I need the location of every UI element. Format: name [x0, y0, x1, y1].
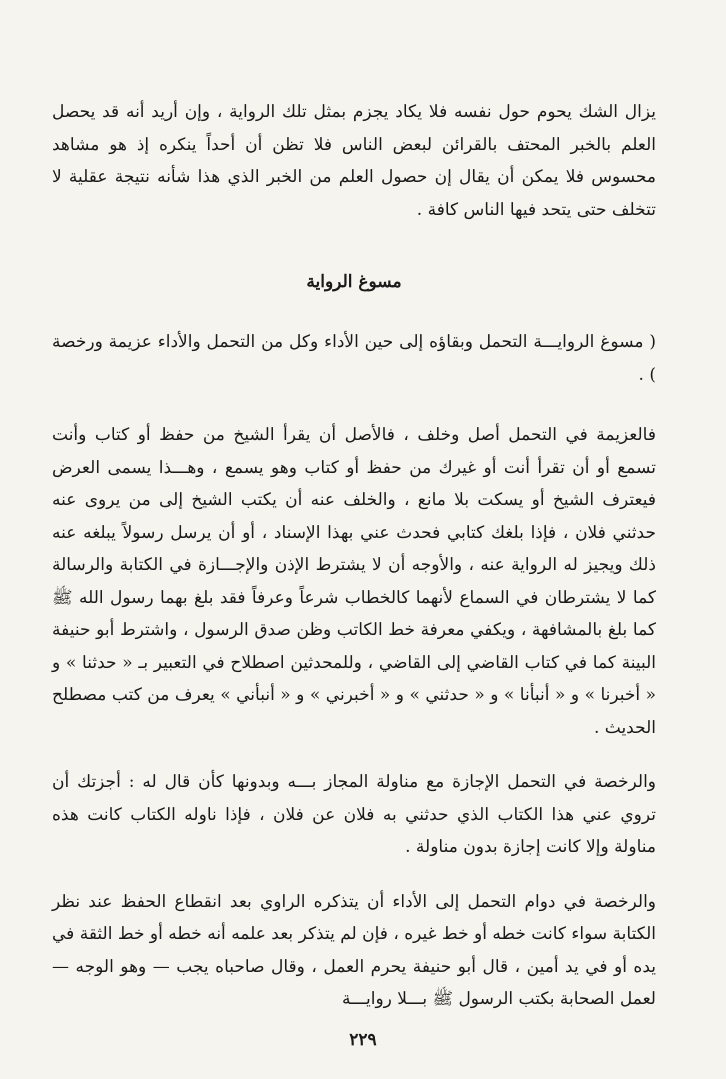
paragraph-rukhsa-dawam: والرخصة في دوام التحمل إلى الأداء أن يتذكره الراوي بعد انقطاع الحفظ عند نظر الكتابة سواء كانت خطه أو خط غيره ، فإن لم يتذكر بعد علمه أنه خطه أو خط الثقة في يده أو في يد أمين ، قال أبو حنيفة يحرم العمل ، وقال صاحباه يجب — وهو الوجه — لعمل الصحابة بكتب الرسول ﷺ بـــلا روايـــة — [52, 891, 656, 1009]
paragraph-intro: يزال الشك يحوم حول نفسه فلا يكاد يجزم بمثل تلك الرواية ، وإن أريد أنه قد يحصل العلم بالخبر المحتف بالقرائن لبعض الناس فلا تظن أن أحداً ينكره إذ هو مشاهد محسوس فلا يمكن أن يقال إن حصول العلم من الخبر الذي هذا شأنه نتيجة عقلية لا تتخلف حتى يتحد فيها الناس كافة . — [52, 102, 656, 220]
page-number: ٢٢٩ — [349, 1030, 377, 1050]
section-heading: مسوغ الرواية — [306, 272, 402, 292]
paragraph-rukhsa-tahammul: والرخصة في التحمل الإجازة مع مناولة المجاز بـــه وبدونها كأن قال له : أجزتك أن تروي عني هذا الكتاب الذي حدثني به فلان عن فلان ، فإذا ناوله الكتاب كانت هذه مناولة وإلا كانت إجازة بدون مناولة . — [52, 772, 656, 857]
paragraph-azima: فالعزيمة في التحمل أصل وخلف ، فالأصل أن يقرأ الشيخ من حفظ أو كتاب وأنت تسمع أو أن تقرأ أنت أو غيرك من حفظ أو كتاب وهو يسمع ، وهـــذا يسمى العرض فيعترف الشيخ أو يسكت بلا مانع ، والخلف عنه أن يكتب الشيخ إلى من يروى عنه حدثني فلان ، فإذا بلغك كتابي فحدث عني بهذا الإسناد ، أو أن يرسل رسولاً يبلغه عنه ذلك ويجيز له الرواية عنه ، والأوجه أن لا يشترط الإذن والإجـــازة في الكتابة والرسالة كما لا يشترطان في السماع لأنهما كالخطاب شرعاً وعرفاً فقد بلغ بهما رسول الله ﷺ كما بلغ بالمشافهة ، ويكفي معرفة خط الكاتب وظن صدق الرسول ، واشترط أبو حنيفة البينة كما في كتاب القاضي إلى القاضي ، وللمحدثين اصطلاح في التعبير بـ « حدثنا » و « أخبرنا » و « أنبأنا » و « حدثني » و « أخبرني » و « أنبأني » يعرف من كتب مصطلح الحديث . — [52, 425, 656, 738]
paragraph-rule: ( مسوغ الروايـــة التحمل وبقاؤه إلى حين الأداء وكل من التحمل والأداء عزيمة ورخصة ) . — [52, 332, 656, 385]
